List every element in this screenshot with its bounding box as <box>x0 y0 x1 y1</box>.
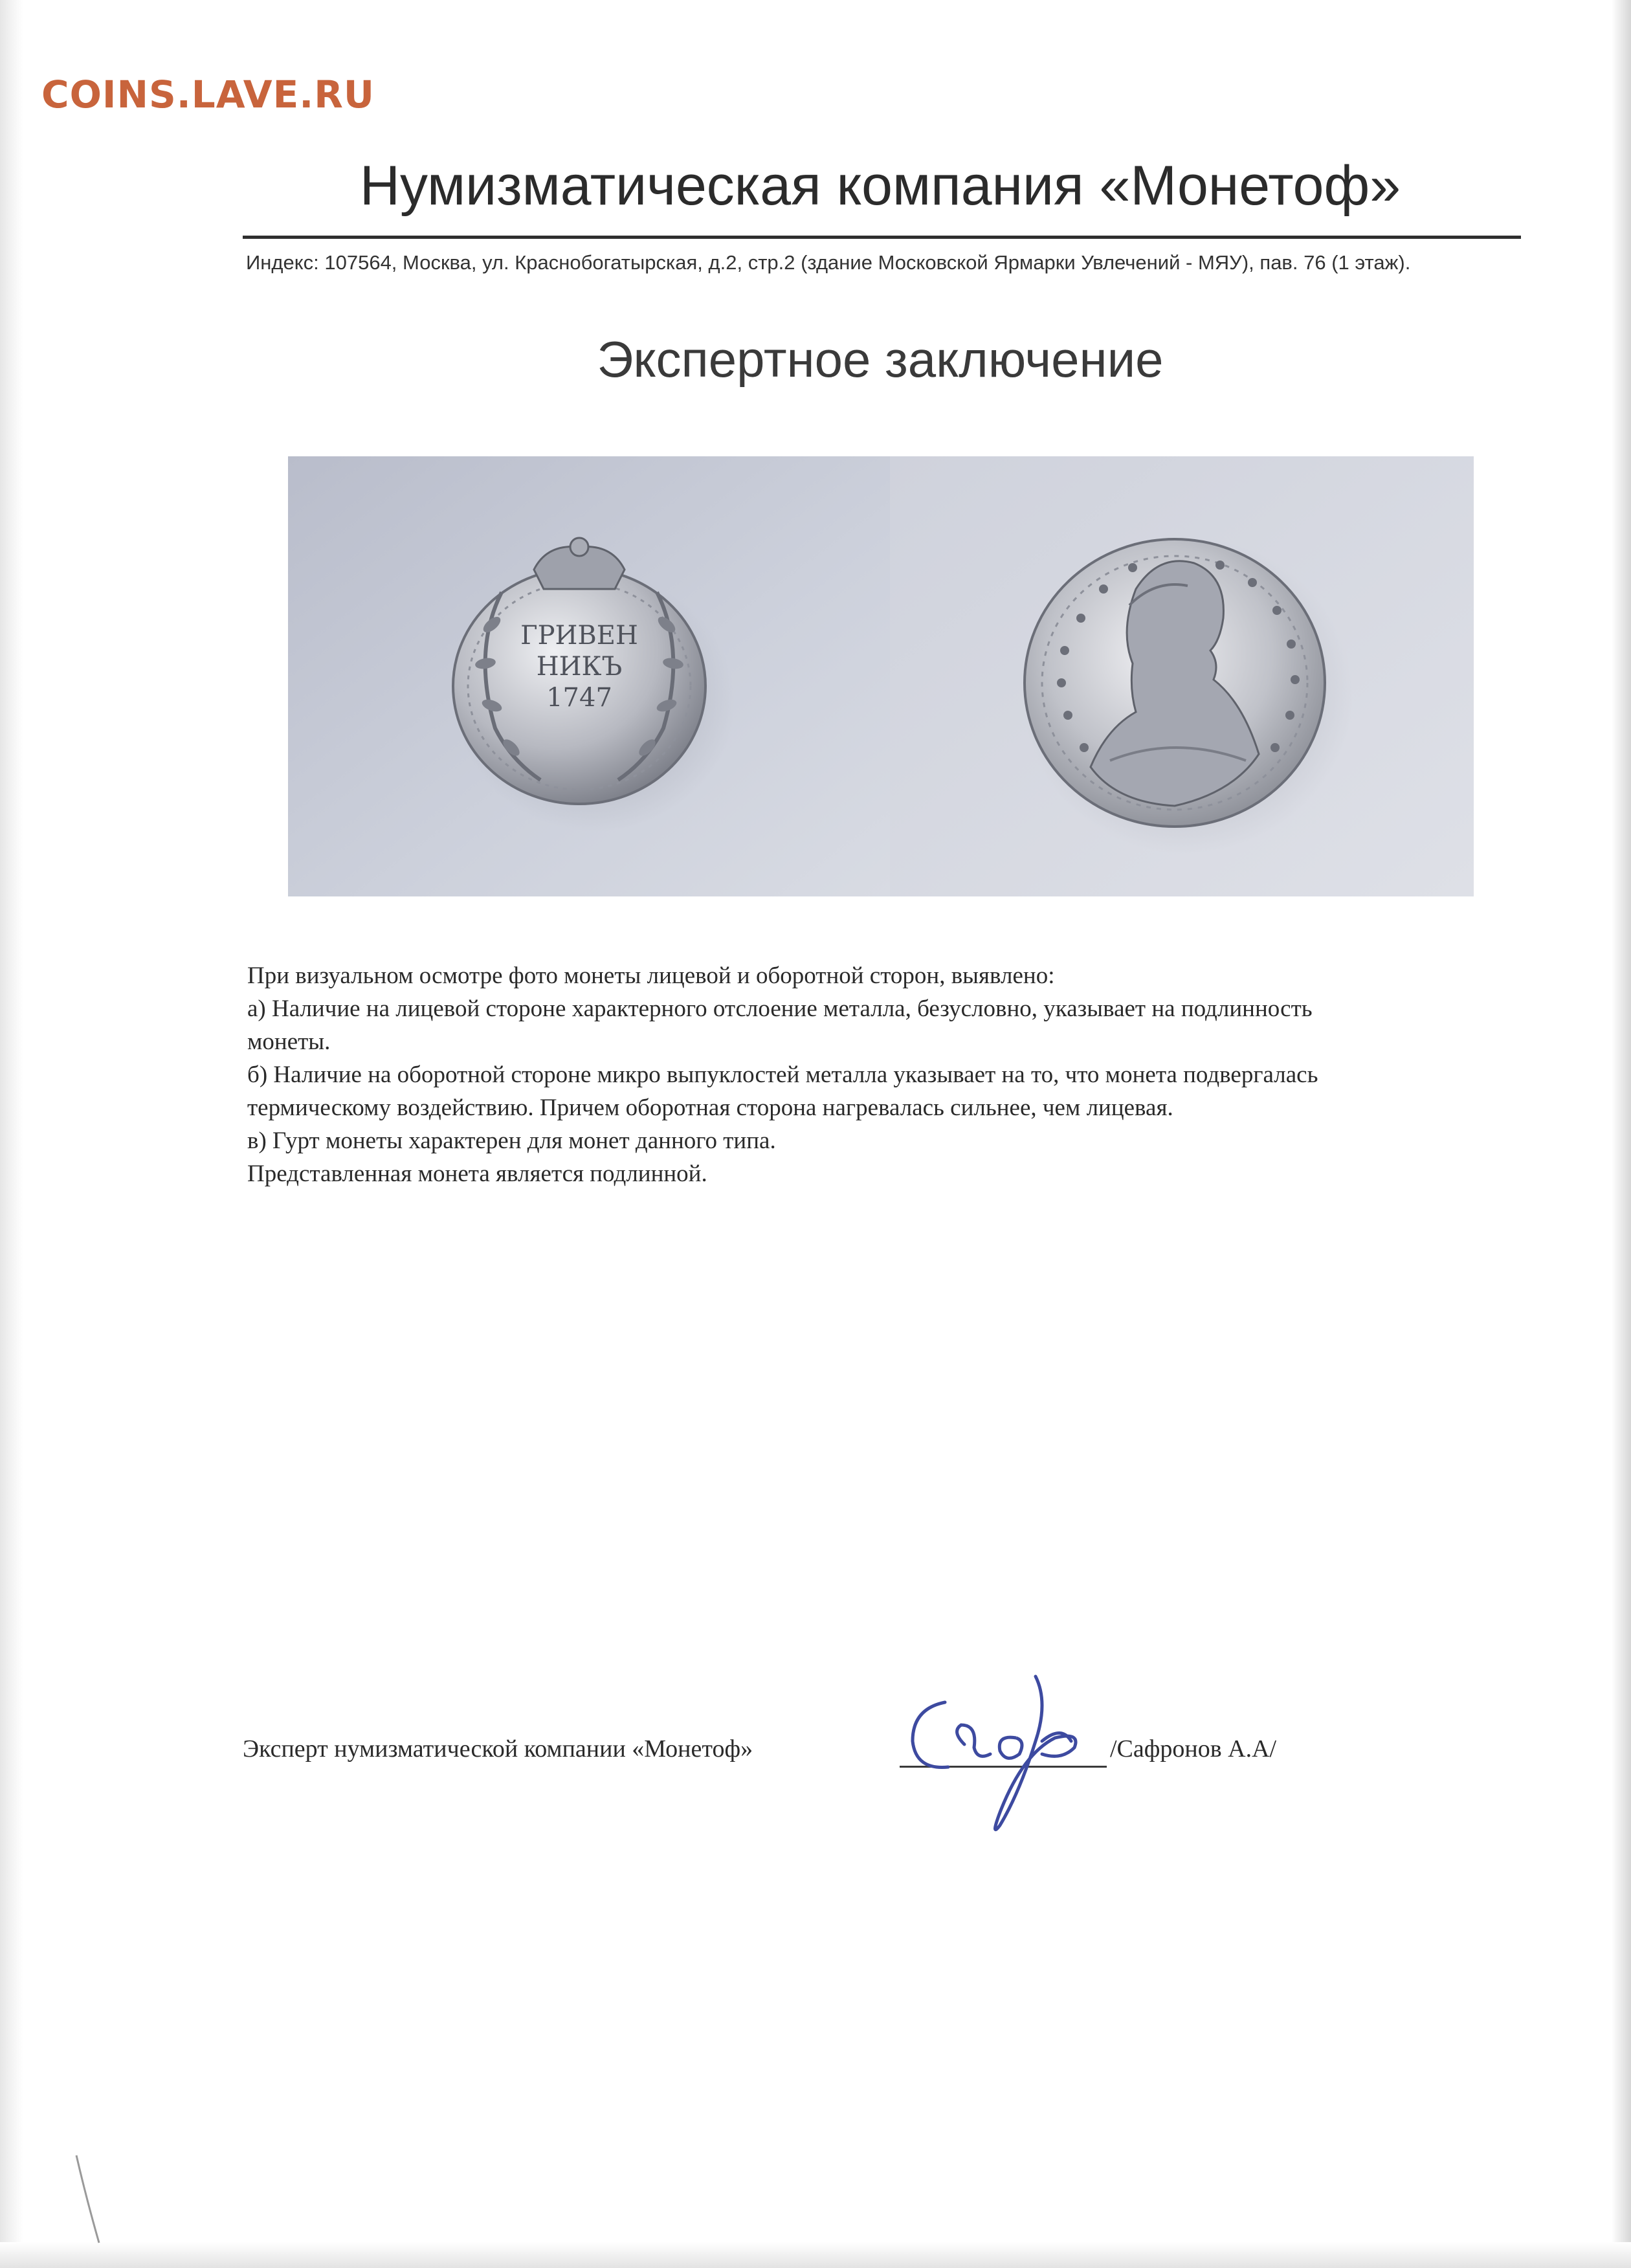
document-heading: Экспертное заключение <box>597 331 1164 388</box>
finding-c: в) Гурт монеты характерен для монет данного типа. <box>247 1128 776 1154</box>
expert-name: /Сафронов А.А/ <box>1110 1735 1277 1762</box>
finding-b-line-1: б) Наличие на оборотной стороне микро выпуклостей металла указывает на то, что монета подвергалась <box>247 1062 1318 1088</box>
findings-text <box>247 959 1477 1190</box>
coin-photo <box>288 456 1474 896</box>
company-address: Индекс: 107564, Москва, ул. Краснобогатырская, д.2, стр.2 (здание Московской Ярмарки Увлечений - МЯУ), пав. 76 (1 этаж). <box>246 251 1411 274</box>
site-watermark: COINS.LAVE.RU <box>41 72 375 117</box>
company-title: Нумизматическая компания «Монетоф» <box>359 155 1401 217</box>
scan-pencil-mark <box>70 2152 109 2249</box>
finding-b-line-2: термическому воздействию. Причем оборотная сторона нагревалась сильнее, чем лицевая. <box>247 1095 1173 1121</box>
scan-edge-right <box>1612 0 1631 2268</box>
handwritten-signature <box>887 1663 1120 1838</box>
scan-edge-left <box>0 0 23 2268</box>
title-rule <box>243 236 1521 239</box>
scan-edge-bottom <box>0 2242 1631 2268</box>
reverse-text-line-2: НИКЪ <box>536 652 623 682</box>
reverse-text-line-1: ГРИВЕН <box>520 621 638 650</box>
finding-a-line-1: а) Наличие на лицевой стороне характерного отслоение металла, безусловно, указывает на подлинность <box>247 995 1313 1022</box>
findings-intro: При визуальном осмотре фото монеты лицевой и оборотной сторон, выявлено: <box>247 962 1055 989</box>
expert-label: Эксперт нумизматической компании «Монетоф» <box>243 1735 753 1762</box>
reverse-text-line-3: 1747 <box>546 683 612 713</box>
finding-a-line-2: монеты. <box>247 1028 331 1055</box>
conclusion: Представленная монета является подлинной. <box>247 1161 707 1187</box>
